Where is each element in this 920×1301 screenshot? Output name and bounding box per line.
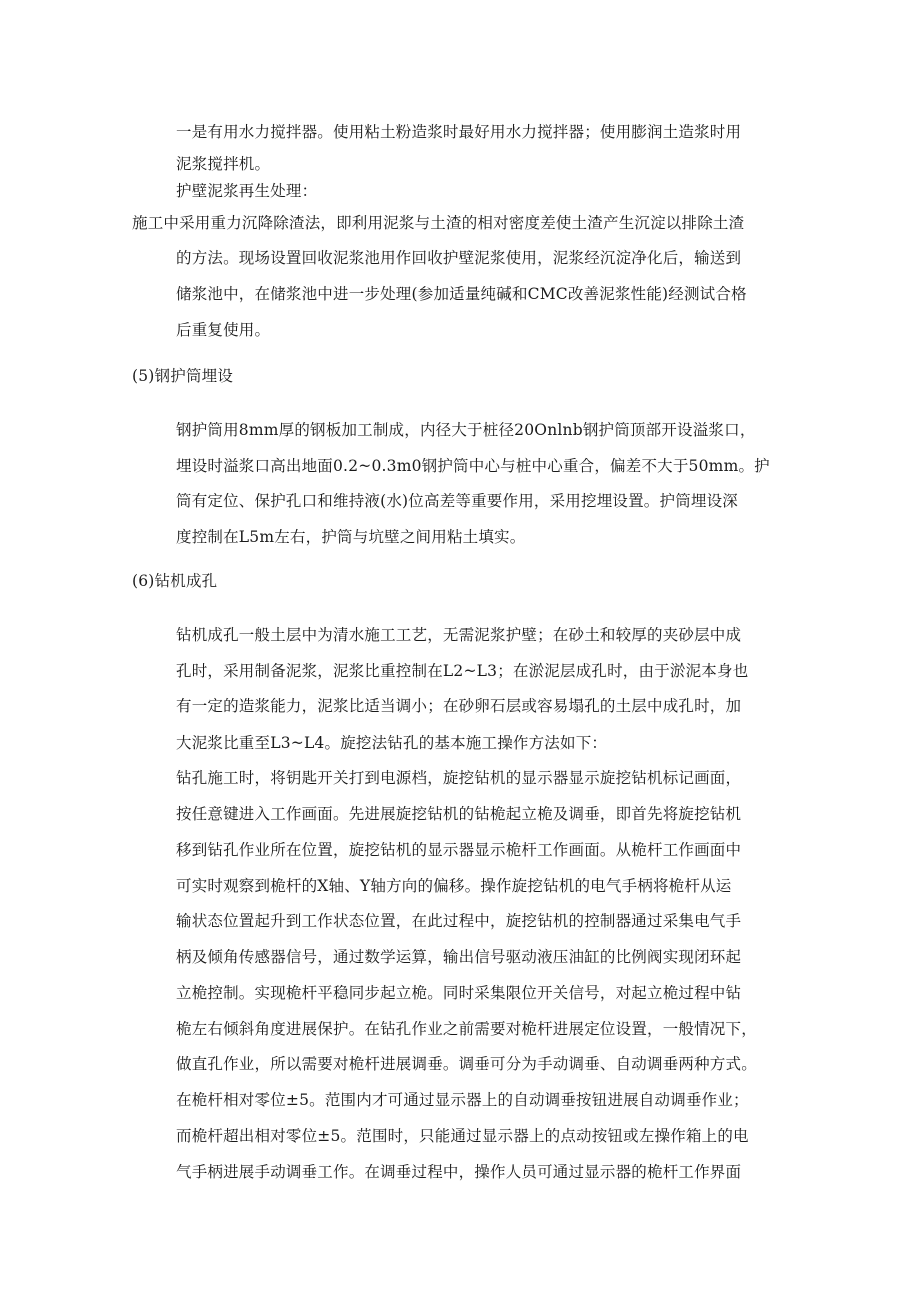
text-line: 按任意键进入工作画面。先进展旋挖钻机的钻桅起立桅及调垂，即首先将旋挖钻机: [176, 805, 742, 823]
text-line: 输状态位置起升到工作状态位置，在此过程中，旋挖钻机的控制器通过采集电气手: [176, 912, 742, 930]
text-line: 大泥浆比重至L3~L4。旋挖法钻孔的基本施工操作方法如下：: [176, 734, 608, 752]
text-line: 施工中采用重力沉降除渣法，即利用泥浆与土渣的相对密度差使土渣产生沉淀以排除土渣: [132, 214, 745, 232]
text-line: 桅左右倾斜角度进展保护。在钻孔作业之前需要对桅杆进展定位设置，一般情况下，: [176, 1020, 757, 1038]
text-line: 有一定的造浆能力，泥浆比适当调小；在砂卵石层或容易塌孔的土层中成孔时，加: [176, 697, 742, 715]
text-line: 泥浆搅拌机。: [176, 155, 271, 173]
section-heading: (6)钻机成孔: [132, 572, 218, 590]
text-line: 移到钻孔作业所在位置，旋挖钻机的显示器显示桅杆工作画面。从桅杆工作画面中: [176, 841, 742, 859]
text-line: 立桅控制。实现桅杆平稳同步起立桅。同时采集限位开关信号，对起立桅过程中钻: [176, 984, 742, 1002]
text-line: 筒有定位、保护孔口和维持液(水)位高差等重要作用，采用挖埋设置。护筒埋设深: [176, 492, 738, 510]
text-line: 度控制在L5m左右，护筒与坑壁之间用粘土填实。: [176, 528, 526, 546]
text-line: 在桅杆相对零位±5。范围内才可通过显示器上的自动调垂按钮进展自动调垂作业；: [176, 1091, 749, 1109]
text-line: 孔时，采用制备泥浆，泥浆比重控制在L2~L3；在淤泥层成孔时，由于淤泥本身也: [176, 662, 749, 680]
text-line: 气手柄进展手动调垂工作。在调垂过程中，操作人员可通过显示器的桅杆工作界面: [176, 1163, 742, 1181]
text-line: 一是有用水力搅拌器。使用粘土粉造浆时最好用水力搅拌器；使用膨润土造浆时用: [176, 123, 742, 141]
text-line: 埋设时溢浆口高出地面0.2~0.3m0钢护筒中心与桩中心重合，偏差不大于50mm。护: [176, 457, 770, 475]
text-line: 做直孔作业，所以需要对桅杆进展调垂。调垂可分为手动调垂、自动调垂两种方式。: [176, 1055, 757, 1073]
text-line: 可实时观察到桅杆的X轴、Y轴方向的偏移。操作旋挖钻机的电气手柄将桅杆从运: [176, 877, 732, 895]
section-heading: (5)钢护筒埋设: [132, 367, 234, 385]
text-line: 护壁泥浆再生处理：: [176, 182, 318, 200]
text-line: 钻机成孔一般土层中为清水施工工艺，无需泥浆护壁；在砂土和较厚的夹砂层中成: [176, 626, 742, 644]
text-line: 的方法。现场设置回收泥浆池用作回收护壁泥浆使用，泥浆经沉淀净化后，输送到: [176, 249, 742, 267]
text-line: 钻孔施工时，将钥匙开关打到电源档，旋挖钻机的显示器显示旋挖钻机标记画面，: [176, 769, 742, 787]
text-line: 后重复使用。: [176, 321, 271, 339]
text-line: 而桅杆超出相对零位±5。范围时，只能通过显示器上的点动按钮或左操作箱上的电: [176, 1127, 749, 1145]
text-line: 钢护筒用8mm厚的钢板加工制成，内径大于桩径20Onlnb钢护筒顶部开设溢浆口，: [176, 421, 756, 439]
text-line: 储浆池中，在储浆池中进一步处理(参加适量纯碱和CMC改善泥浆性能)经测试合格: [176, 285, 747, 303]
text-line: 柄及倾角传感器信号，通过数学运算，输出信号驱动液压油缸的比例阀实现闭环起: [176, 948, 742, 966]
